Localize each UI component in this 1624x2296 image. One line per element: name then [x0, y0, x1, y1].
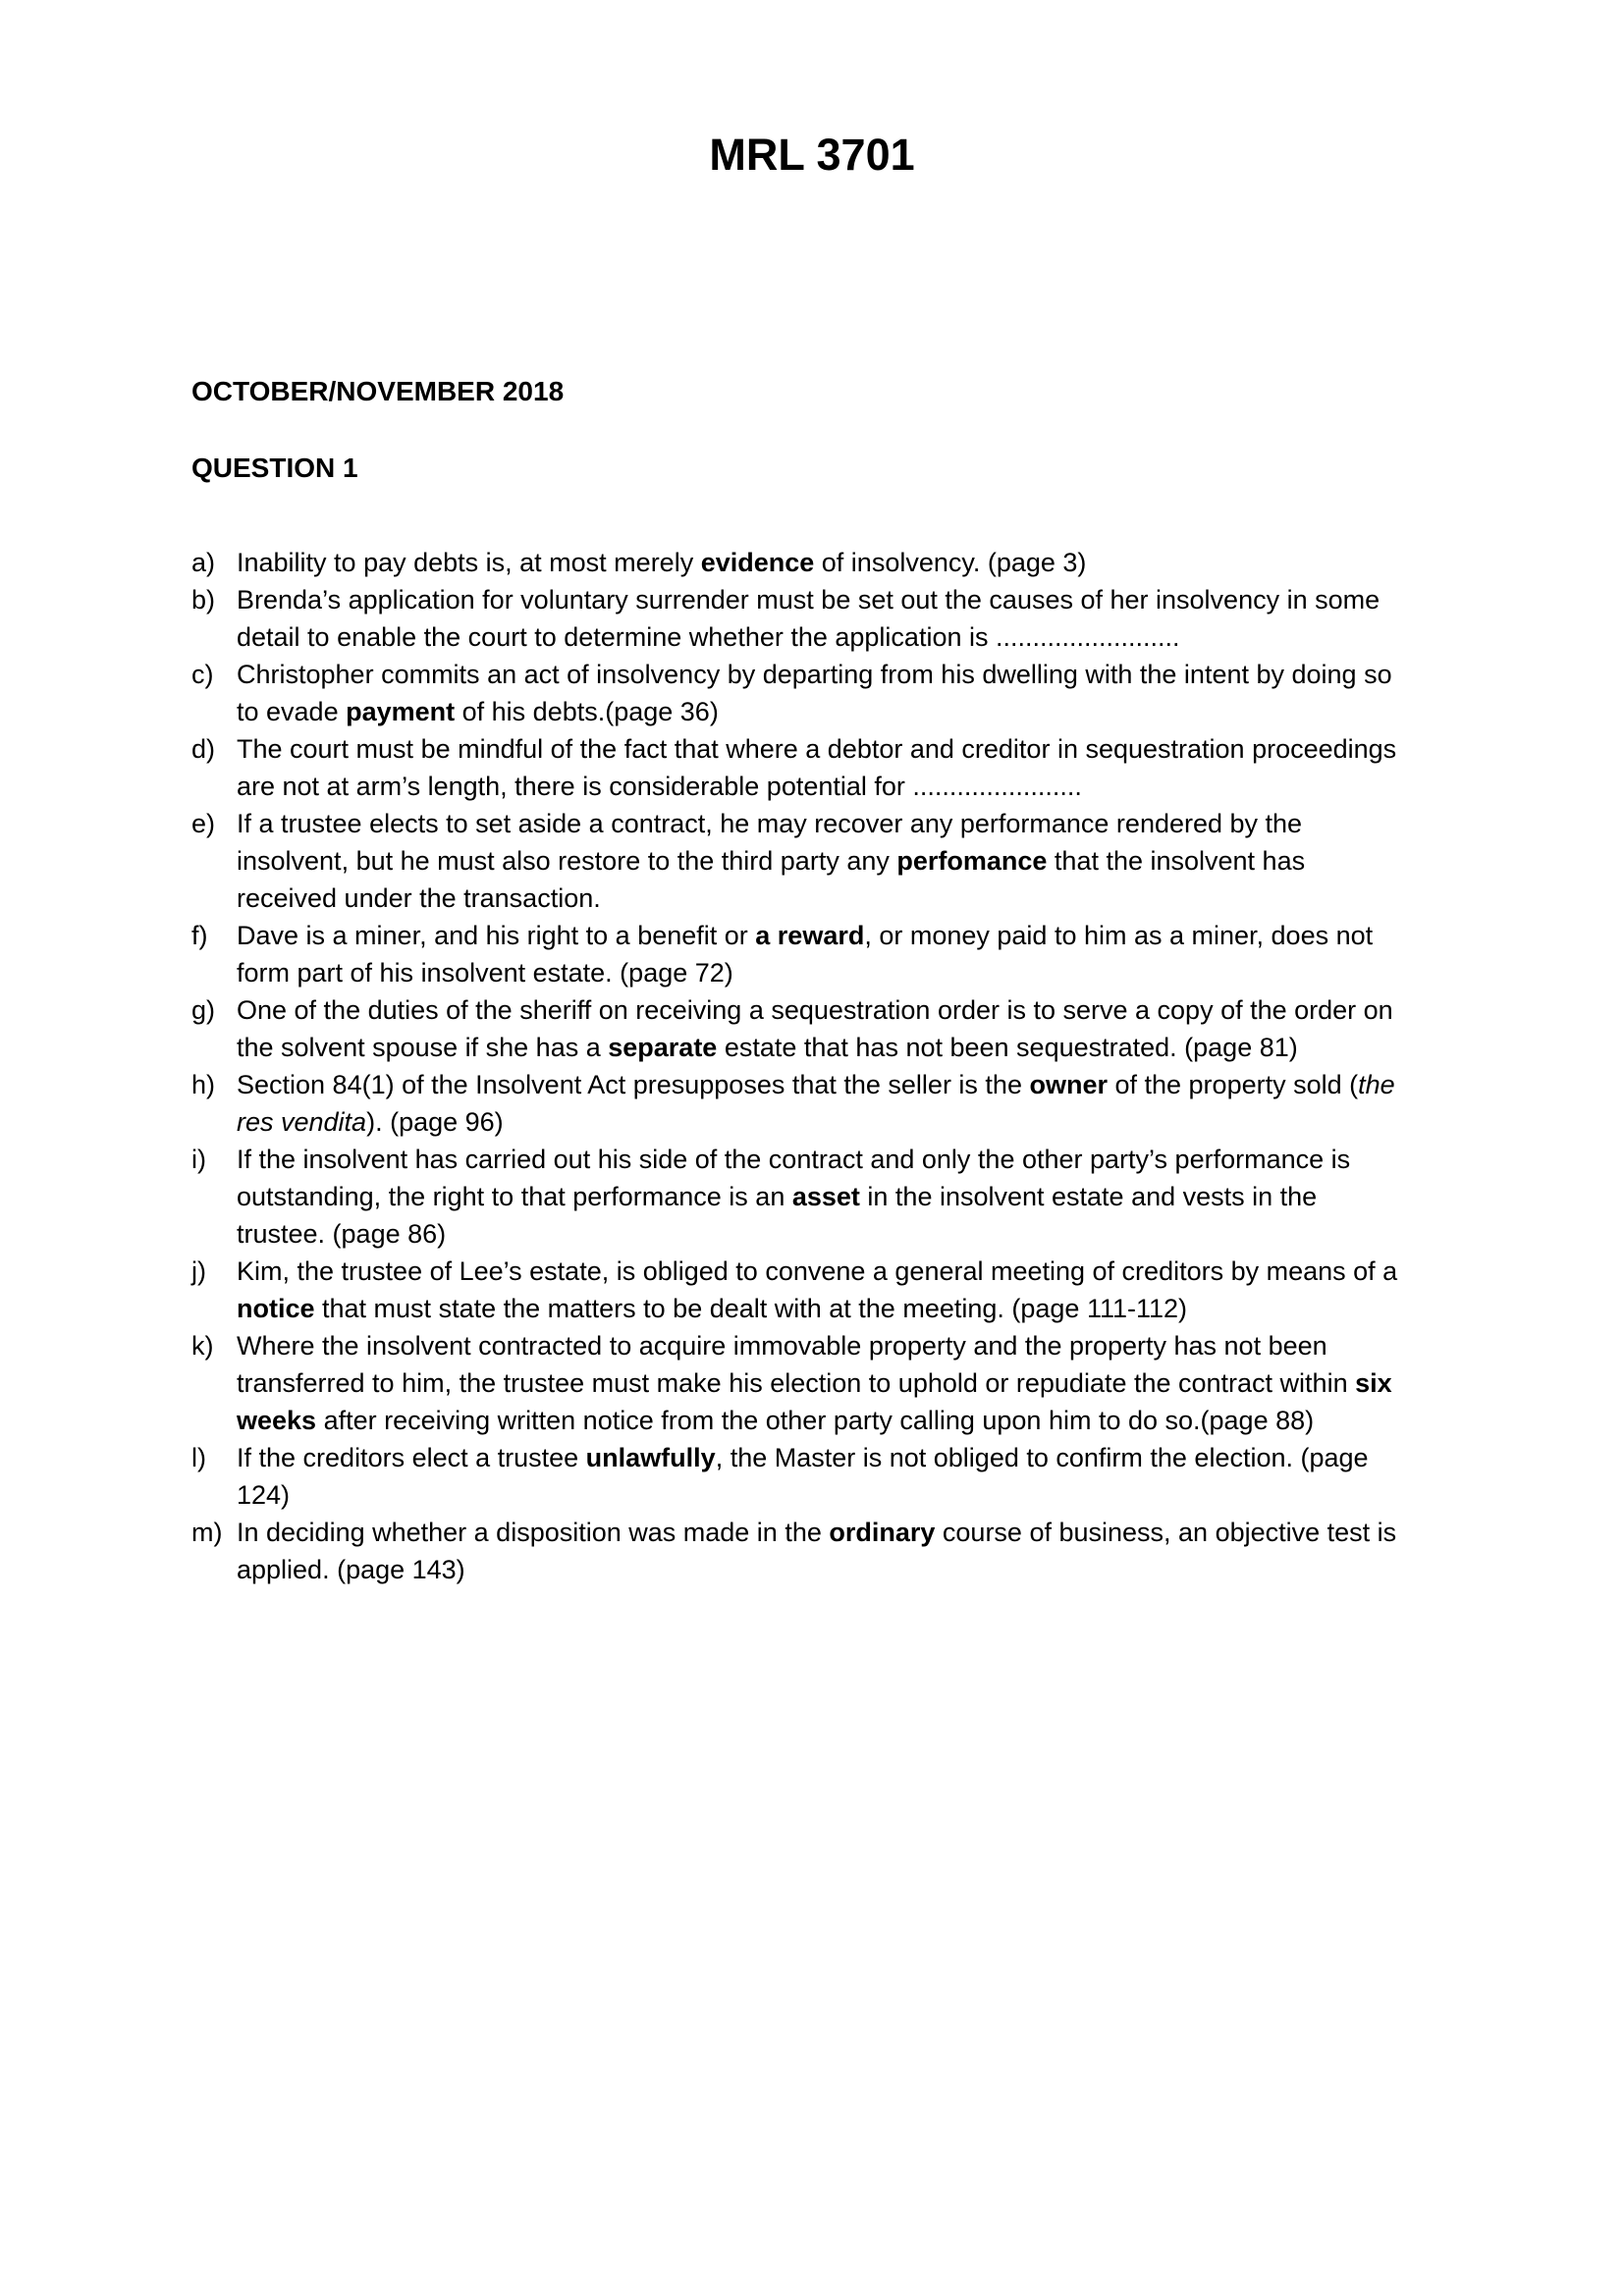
question-item-j [191, 1253, 1409, 1327]
question-heading: QUESTION 1 [191, 453, 358, 483]
text-run: in the insolvent estate and vests in the trustee. (page 86) [237, 1182, 1318, 1249]
question-item-b [191, 581, 1409, 656]
item-text [237, 1439, 1409, 1514]
text-run: Dave is a miner, and his right to a benefit or [237, 921, 756, 950]
question-item-h [191, 1066, 1409, 1141]
item-text [237, 656, 1409, 730]
question-item-f [191, 917, 1409, 991]
text-run: Brenda’s application for voluntary surrender must be set out the causes of her insolvency in some detail to enable the court to determine whether the application is ......................... [237, 585, 1380, 652]
text-run: course of business, an objective test is applied. (page 143) [237, 1518, 1397, 1584]
item-letter-label: d) [191, 734, 216, 764]
emphasized-term: notice [237, 1294, 315, 1323]
question-item-c [191, 656, 1409, 730]
item-letter-label: j) [191, 1256, 206, 1286]
item-letter-label: g) [191, 995, 216, 1025]
text-run: of the property sold ( [1107, 1070, 1359, 1099]
item-letter-label: m) [191, 1518, 223, 1547]
emphasized-term: a reward [755, 921, 865, 950]
question-item-list [191, 544, 1409, 1588]
item-text [237, 581, 1409, 656]
item-text [237, 991, 1409, 1066]
text-run: , the Master is not obliged to confirm the election. (page 124) [237, 1443, 1369, 1510]
document-title: MRL 3701 [709, 130, 915, 180]
question-item-i [191, 1141, 1409, 1253]
item-text [237, 544, 1409, 581]
item-text [237, 1253, 1409, 1327]
question-item-m [191, 1514, 1409, 1588]
emphasized-term: asset [791, 1182, 860, 1211]
text-run: after receiving written notice from the other party calling upon him to do so.(page 88) [316, 1406, 1315, 1435]
emphasized-term: unlawfully [585, 1443, 716, 1472]
item-text [237, 917, 1409, 991]
text-run: Christopher commits an act of insolvency by departing from his dwelling with the intent by doing so to evade [237, 660, 1392, 726]
text-run: of insolvency. (page 3) [814, 548, 1087, 577]
text-run: ). (page 96) [366, 1107, 504, 1137]
item-letter-label: l) [191, 1443, 206, 1472]
emphasized-term: separate [608, 1033, 718, 1062]
text-run: If a trustee elects to set aside a contract, he may recover any performance rendered by the insolvent, but he must also restore to the third party any [237, 809, 1303, 876]
text-run: , or money paid to him as a miner, does not form part of his insolvent estate. (page 72) [237, 921, 1374, 988]
item-text [237, 1141, 1409, 1253]
text-run: The court must be mindful of the fact that where a debtor and creditor in sequestration proceedings are not at arm’s length, there is considerable potential for ....................... [237, 734, 1397, 801]
text-run: If the creditors elect a trustee [237, 1443, 586, 1472]
item-letter-label: a) [191, 548, 216, 577]
text-run: Section 84(1) of the Insolvent Act presupposes that the seller is the [237, 1070, 1030, 1099]
text-run: of his debts.(page 36) [455, 697, 719, 726]
item-text [237, 730, 1409, 805]
exam-session-heading: OCTOBER/NOVEMBER 2018 [191, 376, 565, 406]
item-text [237, 1514, 1409, 1588]
emphasized-term: evidence [700, 548, 815, 577]
text-run: Where the insolvent contracted to acquire immovable property and the property has not been transferred to him, the trustee must make his election to uphold or repudiate the contract within [237, 1331, 1356, 1398]
item-letter-label: h) [191, 1070, 216, 1099]
question-item-d [191, 730, 1409, 805]
emphasized-term: perfomance [896, 846, 1048, 876]
item-letter-label: c) [191, 660, 214, 689]
item-letter-label: f) [191, 921, 208, 950]
question-item-k [191, 1327, 1409, 1439]
text-run: Inability to pay debts is, at most merely [237, 548, 701, 577]
question-item-g [191, 991, 1409, 1066]
emphasized-term: six weeks [237, 1368, 1392, 1435]
text-run: Kim, the trustee of Lee’s estate, is obliged to convene a general meeting of creditors by means of a [237, 1256, 1398, 1286]
item-letter-label: i) [191, 1145, 206, 1174]
text-run: that the insolvent has received under the transaction. [237, 846, 1306, 913]
text-run: One of the duties of the sheriff on receiving a sequestration order is to serve a copy of the order on the solvent spouse if she has a [237, 995, 1393, 1062]
text-run: If the insolvent has carried out his side of the contract and only the other party’s performance is outstanding, the right to that performance is an [237, 1145, 1351, 1211]
item-letter-label: e) [191, 809, 216, 838]
question-item-a [191, 544, 1409, 581]
question-item-l [191, 1439, 1409, 1514]
item-letter-label: k) [191, 1331, 214, 1361]
emphasized-term: payment [346, 697, 456, 726]
text-run: estate that has not been sequestrated. (page 81) [717, 1033, 1298, 1062]
emphasized-term: owner [1029, 1070, 1108, 1099]
item-text [237, 1327, 1409, 1439]
item-letter-label: b) [191, 585, 216, 614]
italic-term: the res vendita [237, 1070, 1395, 1137]
item-text [237, 1066, 1409, 1141]
text-run: In deciding whether a disposition was made in the [237, 1518, 830, 1547]
item-text [237, 805, 1409, 917]
emphasized-term: ordinary [829, 1518, 936, 1547]
text-run: that must state the matters to be dealt with at the meeting. (page 111-112) [314, 1294, 1188, 1323]
question-item-e [191, 805, 1409, 917]
